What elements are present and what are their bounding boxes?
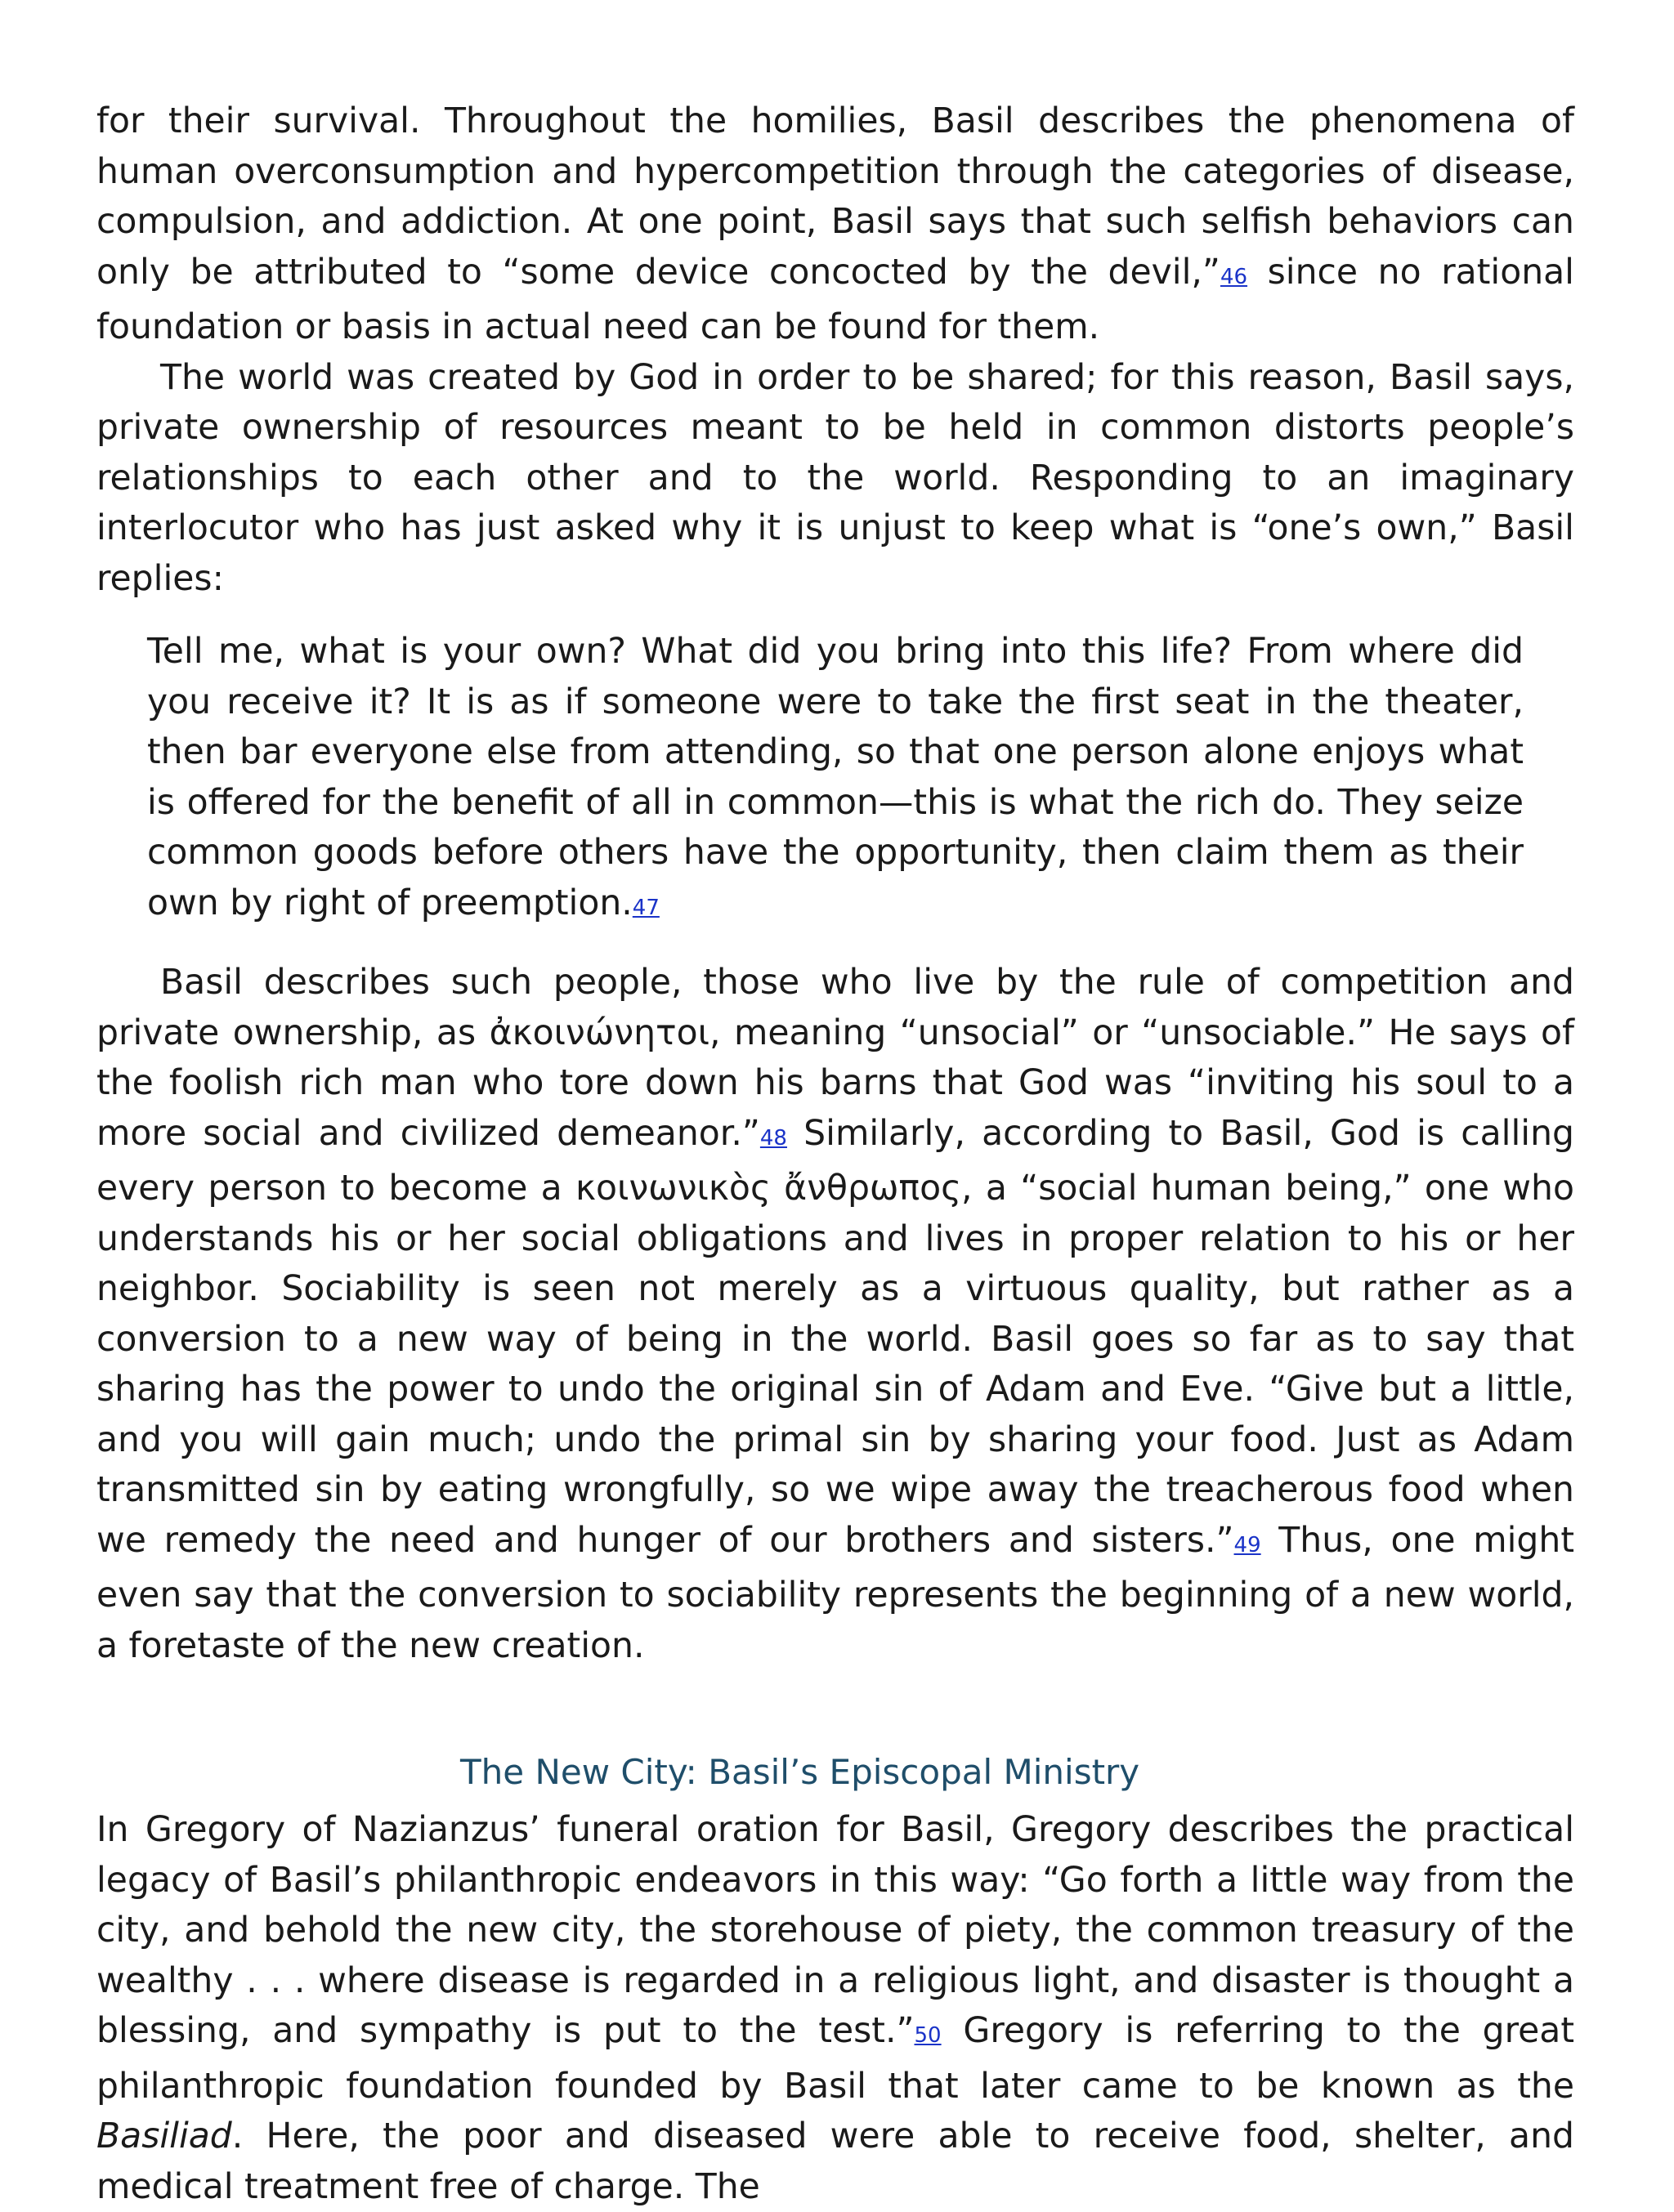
italic-term: Basiliad <box>96 2116 232 2156</box>
quote-text: Tell me, what is your own? What did you bring into this life? From where did you receive it? It is as if someone were to take the first seat in the theater, then bar everyone else from attending, so that one person alone enjoys what is offered for the benefit of all in common—this is what the rich do. They seize common goods before others have the opportunity, then claim them as their own by right of preemption. <box>147 632 1524 923</box>
block-quote <box>147 627 1524 933</box>
paragraph-3 <box>96 958 1574 1671</box>
paragraph-4 <box>96 1805 1574 2212</box>
document-page <box>96 96 1574 2212</box>
paragraph-text: Thus, one might even say that the conversion to sociability represents the beginning of a new world, a foretaste of the new creation. <box>96 1520 1575 1666</box>
paragraph-text: for their survival. Throughout the homilies, Basil describes the phenomena of human overconsumption and hypercompetition through the categories of disease, compulsion, and addiction. At one point, Basil says that such selfish behaviors can only be attributed to “some device concocted by the devil,” <box>96 101 1574 293</box>
footnote-link-49[interactable]: 49 <box>1233 1532 1261 1557</box>
paragraph-text: . Here, the poor and diseased were able to receive food, shelter, and medical treatment free of charge. The <box>96 2116 1574 2207</box>
footnote-link-50[interactable]: 50 <box>914 2023 942 2048</box>
paragraph-text: since no rational foundation or basis in actual need can be found for them. <box>96 252 1574 347</box>
footnote-link-46[interactable]: 46 <box>1220 264 1248 289</box>
paragraph-text: Basil describes such people, those who live by the rule of competition and private ownership, as ἀκοινώνητοι, meaning “unsocial” or “unsociable.” He says of the foolish rich man who tore down his barns that God was “inviting his soul to a more social and civilized demeanor.” <box>96 963 1574 1154</box>
section-heading: The New City: Basil’s Episcopal Ministry <box>460 1752 1140 1792</box>
paragraph-text: In Gregory of Nazianzus’ funeral oration for Basil, Gregory describes the practical legacy of Basil’s philanthropic endeavors in this way: “Go forth a little way from the city, and behold the new city, the storehouse of piety, the common treasury of the wealthy . . . where disease is regarded in a religious light, and disaster is thought a blessing, and sympathy is put to the test.” <box>96 1810 1574 2051</box>
footnote-link-48[interactable]: 48 <box>759 1125 787 1151</box>
footnote-link-47[interactable]: 47 <box>632 895 660 920</box>
paragraph-2 <box>96 353 1574 605</box>
paragraph-text: Similarly, according to Basil, God is calling every person to become a κοινωνικὸς ἄνθρωπος, a “social human being,” one who understands his or her social obligations and lives in proper relation to his or her neighbor. Sociability is seen not merely as a virtuous quality, but rather as a conversion to a new way of being in the world. Basil goes so far as to say that sharing has the power to undo the original sin of Adam and Eve. “Give but a little, and you will gain much; undo the primal sin by sharing your food. Just as Adam transmitted sin by eating wrongfully, so we wipe away the treacherous food when we remedy the need and hunger of our brothers and sisters.” <box>96 1113 1574 1561</box>
paragraph-text: The world was created by God in order to be shared; for this reason, Basil says, private ownership of resources meant to be held in common distorts people’s relationships to each other and to the world. Responding to an imaginary interlocutor who has just asked why it is unjust to keep what is “one’s own,” Basil replies: <box>96 357 1574 599</box>
paragraph-1 <box>96 96 1574 353</box>
paragraph-text: Gregory is referring to the great philanthropic foundation founded by Basil that later came to be known as the <box>96 2011 1575 2107</box>
